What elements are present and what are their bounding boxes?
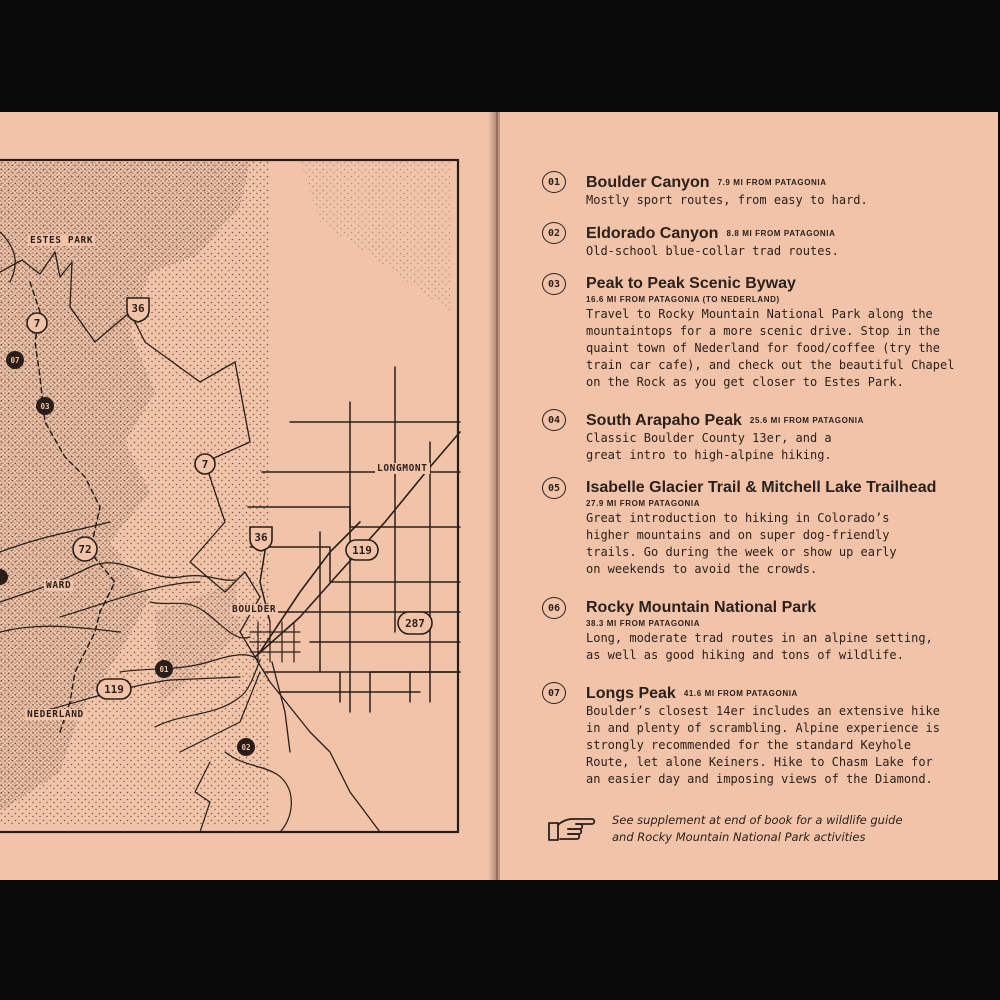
map-page — [0, 112, 492, 880]
description-line: Great introduction to hiking in Colorado’s — [586, 511, 890, 525]
marker-07 — [6, 351, 24, 369]
marker-03 — [36, 397, 54, 415]
entry-number-badge: 01 — [542, 171, 566, 193]
entry-distance: 38.3 MI FROM PATAGONIA — [586, 619, 701, 628]
place-label-estes-park: ESTES PARK — [30, 235, 94, 246]
description-line: Route, let alone Keiners. Hike to Chasm Lake for — [586, 755, 933, 769]
description-line: higher mountains and on super dog-friendly — [586, 528, 890, 542]
description-line: great intro to high-alpine hiking. — [586, 448, 832, 462]
entry-number-badge: 05 — [542, 477, 566, 499]
route-shield-36-north — [127, 298, 149, 322]
entry-distance: 16.6 MI FROM PATAGONIA (TO NEDERLAND) — [586, 295, 780, 304]
description-line: strongly recommended for the standard Keyhole — [586, 738, 912, 752]
entry-description — [586, 192, 982, 209]
place-label-boulder: BOULDER — [232, 604, 277, 615]
entry-title: Isabelle Glacier Trail & Mitchell Lake Trailhead — [586, 479, 937, 496]
description-line: on weekends to avoid the crowds. — [586, 562, 818, 576]
route-shield-119-west-label: 119 — [104, 683, 124, 696]
route-shield-36-boulder-label: 36 — [254, 531, 268, 544]
guide-entry-01 — [542, 172, 982, 209]
route-shield-72-label: 72 — [78, 543, 92, 556]
marker-03-label: 03 — [40, 402, 50, 411]
entry-description — [586, 703, 982, 788]
guide-page — [500, 112, 998, 880]
area-map — [0, 112, 492, 880]
route-shield-119-east — [346, 540, 378, 560]
description-line: Long, moderate trad routes in an alpine setting, — [586, 631, 933, 645]
entry-number-badge: 03 — [542, 273, 566, 295]
route-shield-119-east-label: 119 — [352, 544, 372, 557]
marker-01-label: 01 — [159, 665, 169, 674]
entry-title: Boulder Canyon — [586, 174, 710, 191]
route-shield-7-upper — [27, 313, 47, 333]
description-line: trails. Go during the week or show up early — [586, 545, 897, 559]
entry-number-badge: 04 — [542, 409, 566, 431]
entry-number-badge: 06 — [542, 597, 566, 619]
description-line: an easier day and imposing views of the Diamond. — [586, 772, 933, 786]
entry-number-badge: 02 — [542, 222, 566, 244]
route-shield-7-lower-label: 7 — [201, 458, 209, 471]
route-shield-7-upper-label: 7 — [33, 317, 41, 330]
marker-07-label: 07 — [10, 356, 20, 365]
pointing-hand-icon — [546, 814, 598, 844]
route-shield-36-boulder — [250, 527, 272, 551]
route-shield-119-west — [97, 679, 131, 699]
entry-description — [586, 306, 982, 391]
description-line: on the Rock as you get closer to Estes Park. — [586, 375, 904, 389]
entry-description — [586, 430, 982, 464]
route-shield-36-north-label: 36 — [131, 302, 145, 315]
guide-entry-07 — [542, 683, 982, 788]
entry-title: South Arapaho Peak — [586, 412, 742, 429]
route-shield-287 — [398, 612, 432, 634]
description-line: Classic Boulder County 13er, and a — [586, 431, 832, 445]
route-shield-72 — [73, 537, 97, 561]
entry-distance: 8.8 MI FROM PATAGONIA — [726, 229, 836, 238]
entry-distance: 27.9 MI FROM PATAGONIA — [586, 499, 701, 508]
route-shield-287-label: 287 — [405, 617, 425, 630]
entry-distance: 7.9 MI FROM PATAGONIA — [717, 178, 827, 187]
entry-distance: 41.6 MI FROM PATAGONIA — [683, 689, 798, 698]
entry-title: Rocky Mountain National Park — [586, 599, 817, 616]
guide-entry-06 — [542, 598, 982, 664]
guide-entry-05 — [542, 478, 982, 578]
description-line: as well as good hiking and tons of wildlife. — [586, 648, 904, 662]
description-line: mountaintops for a more scenic drive. Stop in the — [586, 324, 941, 338]
entry-title: Eldorado Canyon — [586, 225, 719, 242]
place-label-nederland: NEDERLAND — [27, 709, 84, 720]
description-line: Old-school blue-collar trad routes. — [586, 244, 839, 258]
entry-description — [586, 630, 982, 664]
entry-description — [586, 243, 982, 260]
guide-entry-02 — [542, 223, 982, 260]
marker-01 — [155, 660, 173, 678]
place-label-ward: WARD — [46, 580, 72, 591]
guide-entry-04 — [542, 410, 982, 464]
place-label-longmont: LONGMONT — [377, 463, 428, 474]
entry-description — [586, 510, 982, 578]
entry-title: Peak to Peak Scenic Byway — [586, 275, 796, 292]
description-line: train car cafe), and check out the beautiful Chapel — [586, 358, 955, 372]
description-line: Travel to Rocky Mountain National Park along the — [586, 307, 933, 321]
marker-02-label: 02 — [241, 743, 251, 752]
entry-number-badge: 07 — [542, 682, 566, 704]
description-line: in and plenty of scrambling. Alpine experience is — [586, 721, 941, 735]
supplement-text — [612, 812, 982, 846]
mountain-shading — [0, 162, 450, 827]
route-shield-7-lower — [195, 454, 215, 474]
description-line: quaint town of Nederland for food/coffee (try the — [586, 341, 941, 355]
supplement-line: See supplement at end of book for a wildlife guide — [612, 813, 903, 827]
marker-02 — [237, 738, 255, 756]
description-line: Mostly sport routes, from easy to hard. — [586, 193, 868, 207]
entry-title: Longs Peak — [586, 685, 676, 702]
guide-entry-03 — [542, 274, 982, 391]
supplement-note — [546, 812, 986, 852]
supplement-line: and Rocky Mountain National Park activities — [612, 830, 866, 844]
entry-distance: 25.6 MI FROM PATAGONIA — [749, 416, 864, 425]
description-line: Boulder’s closest 14er includes an extensive hike — [586, 704, 941, 718]
